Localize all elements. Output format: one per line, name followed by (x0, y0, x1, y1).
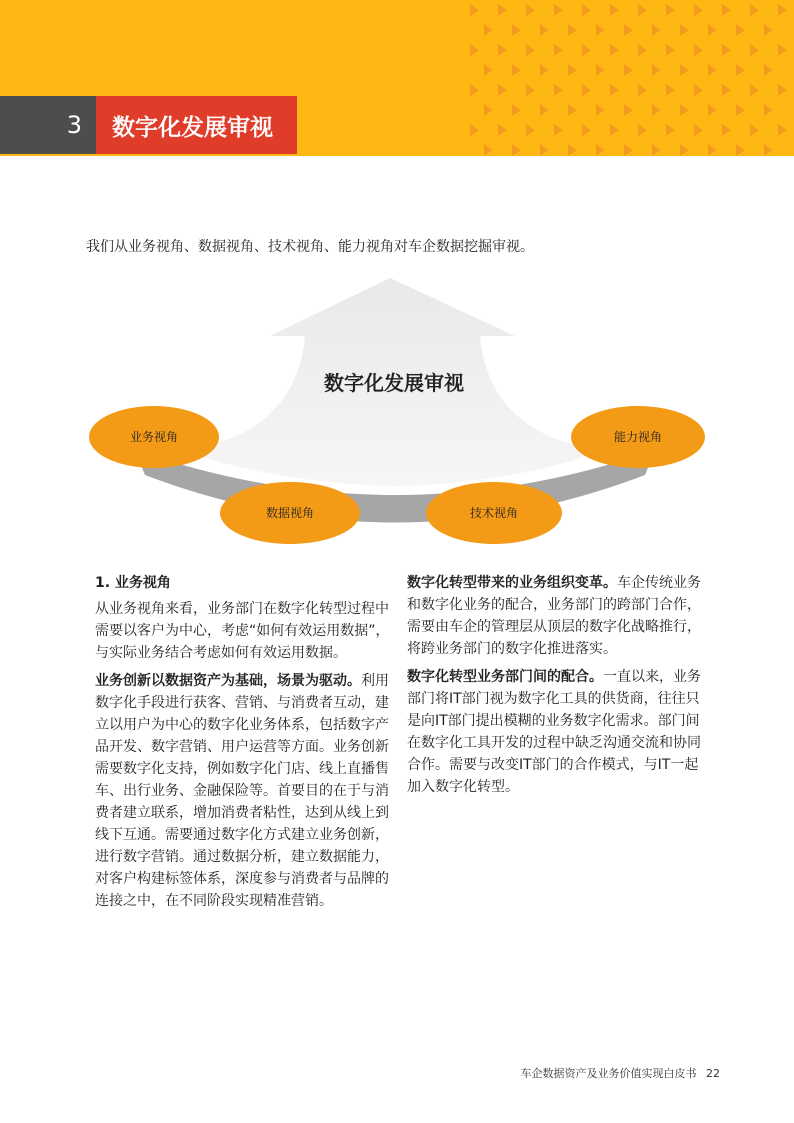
pattern-triangle (470, 124, 479, 136)
pattern-triangle (554, 84, 563, 96)
pattern-triangle (610, 44, 619, 56)
pattern-triangle (554, 44, 563, 56)
section-number: 3 (0, 96, 96, 154)
pattern-triangle (596, 64, 605, 76)
pattern-triangle (596, 104, 605, 116)
page-number: 22 (706, 1067, 720, 1080)
triangle-pattern (460, 0, 794, 156)
pattern-triangle (624, 24, 633, 36)
pattern-triangle (540, 64, 549, 76)
pattern-triangle (652, 64, 661, 76)
node-capability-label: 能力视角 (613, 430, 663, 444)
pattern-triangle (484, 64, 493, 76)
pattern-triangle (498, 4, 507, 16)
pattern-triangle (638, 124, 647, 136)
node-tech-label: 技术视角 (469, 506, 519, 520)
pattern-triangle (764, 64, 773, 76)
pattern-triangle (568, 64, 577, 76)
pattern-triangle (582, 124, 591, 136)
pattern-triangle (736, 24, 745, 36)
pattern-triangle (624, 64, 633, 76)
pattern-triangle (638, 44, 647, 56)
pattern-triangle (722, 124, 731, 136)
pattern-triangle (624, 144, 633, 156)
node-data-label: 数据视角 (265, 506, 315, 520)
right-para-1-lead: 数字化转型带来的业务组织变革。 (407, 575, 617, 591)
pattern-triangle (638, 84, 647, 96)
diagram-title: 数字化发展审视 (324, 371, 464, 395)
pattern-triangle (680, 104, 689, 116)
right-para-2-lead: 数字化转型业务部门间的配合。 (407, 669, 603, 685)
page-footer (515, 1065, 721, 1081)
right-para-2-body: 一直以来，业务部门将IT部门视为数字化工具的供货商，往往只是向IT部门提出模糊的业务数字化需求。部门间在数字化工具开发的过程中缺乏沟通交流和协同合作。需要与改变IT部门的合作模式，与IT一起加入数字化转型。 (407, 669, 701, 795)
pattern-triangle (722, 84, 731, 96)
pattern-triangle (764, 144, 773, 156)
pattern-triangle (638, 4, 647, 16)
pattern-triangle (750, 84, 759, 96)
pattern-triangle (554, 4, 563, 16)
pattern-triangle (652, 24, 661, 36)
pattern-triangle (680, 144, 689, 156)
pattern-triangle (470, 44, 479, 56)
pattern-triangle (484, 144, 493, 156)
pattern-triangle (750, 124, 759, 136)
pattern-triangle (680, 24, 689, 36)
pattern-triangle (694, 44, 703, 56)
right-para-1 (407, 572, 707, 660)
pattern-triangle (610, 84, 619, 96)
pattern-triangle (666, 4, 675, 16)
pattern-triangle (526, 124, 535, 136)
pattern-triangle (498, 124, 507, 136)
pattern-triangle (540, 24, 549, 36)
pattern-triangle (596, 144, 605, 156)
pattern-triangle (582, 4, 591, 16)
pattern-triangle (498, 84, 507, 96)
pattern-triangle (736, 104, 745, 116)
right-para-2 (407, 666, 707, 798)
pattern-triangle (652, 104, 661, 116)
pattern-triangle (526, 44, 535, 56)
left-para-1: 从业务视角来看，业务部门在数字化转型过程中需要以客户为中心，考虑“如何有效运用数据”，与实际业务结合考虑如何有效运用数据。 (95, 601, 390, 661)
pattern-triangle (596, 24, 605, 36)
pattern-triangle (540, 144, 549, 156)
left-para-2-lead: 业务创新以数据资产为基础，场景为驱动。 (95, 673, 361, 689)
pattern-triangle (778, 84, 787, 96)
pattern-triangle (666, 44, 675, 56)
pattern-triangle (736, 144, 745, 156)
pattern-triangle (722, 44, 731, 56)
pattern-triangle (750, 44, 759, 56)
pattern-triangle (708, 24, 717, 36)
pattern-triangle (568, 24, 577, 36)
pattern-triangle (722, 4, 731, 16)
pattern-triangle (708, 104, 717, 116)
intro-text: 我们从业务视角、数据视角、技术视角、能力视角对车企数据挖掘审视。 (86, 239, 534, 255)
pattern-triangle (694, 84, 703, 96)
pattern-triangle (778, 44, 787, 56)
pattern-triangle (666, 124, 675, 136)
pattern-triangle (512, 24, 521, 36)
node-business-label: 业务视角 (129, 430, 179, 444)
pattern-triangle (652, 144, 661, 156)
pattern-triangle (708, 64, 717, 76)
pattern-triangle (484, 104, 493, 116)
pattern-triangle (484, 24, 493, 36)
pattern-triangle (512, 144, 521, 156)
pattern-triangle (568, 144, 577, 156)
pattern-triangle (526, 84, 535, 96)
pattern-triangle (526, 4, 535, 16)
pattern-triangle (764, 24, 773, 36)
pattern-triangle (680, 64, 689, 76)
pattern-triangle (778, 124, 787, 136)
pattern-triangle (554, 124, 563, 136)
left-column (95, 572, 395, 918)
pattern-triangle (778, 4, 787, 16)
pattern-triangle (540, 104, 549, 116)
pattern-triangle (512, 104, 521, 116)
pattern-triangle (470, 84, 479, 96)
left-heading: 1. 业务视角 (95, 575, 171, 591)
pattern-triangle (624, 104, 633, 116)
perspective-diagram (0, 270, 794, 550)
pattern-triangle (610, 124, 619, 136)
pattern-triangle (694, 4, 703, 16)
pattern-triangle (736, 64, 745, 76)
right-para-1-body: 车企传统业务和数字化业务的配合，业务部门的跨部门合作，需要由车企的管理层从顶层的数字化战略推行，将跨业务部门的数字化推进落实。 (407, 575, 701, 657)
pattern-triangle (582, 84, 591, 96)
pattern-triangle (568, 104, 577, 116)
pattern-triangle (512, 64, 521, 76)
left-para-2-body: 利用数字化手段进行获客、营销、与消费者互动，建立以用户为中心的数字化业务体系，包括数字产品开发、数字营销、用户运营等方面。业务创新需要数字化支持，例如数字化门店、线上直播售车、出行业务、金融保险等。首要目的在于与消费者建立联系，增加消费者粘性，达到从线上到线下互通。需要通过数字化方式建立业务创新，进行数字营销。通过数据分析，建立数据能力，对客户构建标签体系，深度参与消费者与品牌的连接之中，在不同阶段实现精准营销。 (95, 673, 389, 909)
pattern-triangle (498, 44, 507, 56)
pattern-triangle (764, 104, 773, 116)
pattern-triangle (750, 4, 759, 16)
footer-title: 车企数据资产及业务价值实现白皮书 (520, 1067, 697, 1080)
right-column (407, 572, 707, 804)
pattern-triangle (666, 84, 675, 96)
pattern-triangle (694, 124, 703, 136)
left-para-2 (95, 670, 395, 912)
pattern-triangle (708, 144, 717, 156)
pattern-triangle (610, 4, 619, 16)
section-title: 数字化发展审视 (96, 96, 297, 154)
pattern-triangle (582, 44, 591, 56)
pattern-triangle (470, 4, 479, 16)
